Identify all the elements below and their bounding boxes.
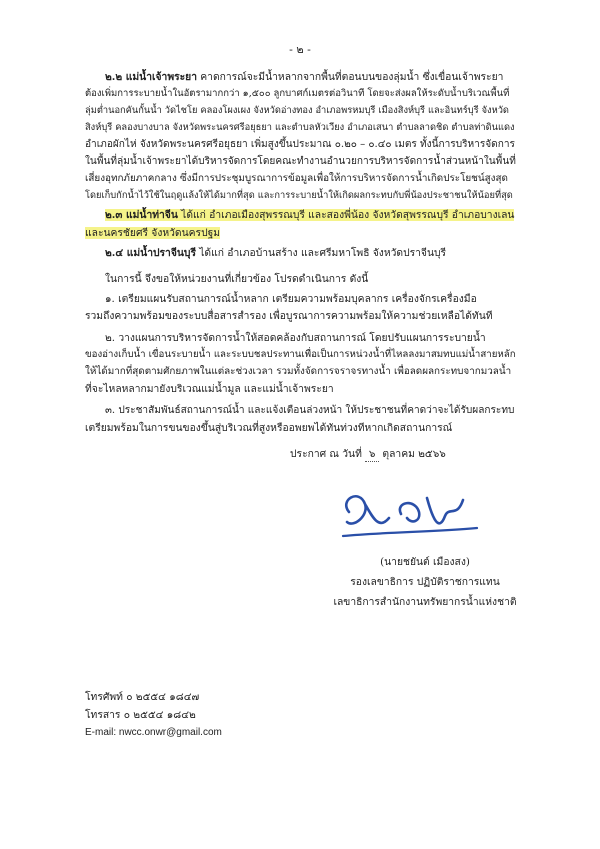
announce-month-year: ตุลาคม ๒๕๖๖ (382, 448, 446, 460)
announcement-date (290, 447, 446, 462)
section-2-2-heading: ๒.๒ แม่น้ำเจ้าพระยา (105, 71, 197, 83)
body-line: โดยเก็บกักน้ำไว้ใช้ในฤดูแล้งให้ได้มากที่สุด และการระบายน้ำให้เกิดผลกระทบกับพี่น้องประชาชนให้น้อยที่สุด (85, 190, 513, 201)
section-2-3-text: ได้แก่ อำเภอเมืองสุพรรณบุรี และสองพี่น้อง จังหวัดสุพรรณบุรี อำเภอบางเลน (177, 209, 515, 221)
body-line: ต้องเพิ่มการระบายน้ำในอัตรามากกว่า ๑,๕๐๐ ลูกบาศก์เมตรต่อวินาที โดยจะส่งผลให้ระดับน้ำบริเวณพื้นที่ (85, 88, 510, 99)
intro-line: ในการนี้ จึงขอให้หน่วยงานที่เกี่ยวข้อง โปรดดำเนินการ ดังนี้ (105, 273, 369, 285)
item-3-line: เตรียมพร้อมในการขนของขึ้นสู่บริเวณที่สูงหรืออพยพได้ทันท่วงทีหากเกิดสถานการณ์ (85, 422, 453, 434)
section-2-3-first-line (105, 208, 515, 222)
item-1-line: รวมถึงความพร้อมของระบบสื่อสารสำรอง เพื่อบูรณาการความพร้อมให้ความช่วยเหลือได้ทันที (85, 310, 493, 322)
section-2-3-second-line (85, 226, 515, 240)
item-2-line: ของอ่างเก็บน้ำ เขื่อนระบายน้ำ และระบบชลประทานเพื่อเป็นการหน่วงน้ำที่ไหลลงมาสมทบแม่น้ำสายหลัก (85, 349, 516, 360)
body-line: สิงห์บุรี คลองบางบาล จังหวัดพระนครศรีอยุธยา และตำบลหัวเวียง อำเภอเสนา ตำบลลาดชิด ตำบลท่าดินแดง (85, 122, 515, 133)
section-2-4-text: ได้แก่ อำเภอบ้านสร้าง และศรีมหาโพธิ จังหวัดปราจีนบุรี (195, 247, 447, 259)
body-line: อำเภอผักไห่ จังหวัดพระนครศรีอยุธยา เพิ่มสูงขึ้นประมาณ ๐.๒๐ – ๐.๔๐ เมตร ทั้งนี้การบริหารจัดการ (85, 139, 515, 150)
page-number: - ๒ - (289, 43, 311, 56)
section-2-3-heading: ๒.๓ แม่น้ำท่าจีน (105, 209, 178, 221)
signatory-title-2: เลขาธิการสำนักงานทรัพยากรน้ำแห่งชาติ (333, 596, 517, 608)
announce-day: ๖ (365, 447, 379, 462)
contact-phone: โทรศัพท์ ๐ ๒๕๕๔ ๑๘๔๗ (85, 691, 200, 703)
section-2-2-first-line (105, 70, 515, 84)
body-line: เสี่ยงอุทกภัยภาคกลาง ซึ่งมีการประชุมบูรณาการข้อมูลเพื่อให้การบริหารจัดการน้ำเกิดประโยชน์สูงสุด (85, 173, 508, 184)
body-line: ลุ่มต่ำนอกคันกั้นน้ำ วัดไชโย คลองโผงเผง จังหวัดอ่างทอง อำเภอพรหมบุรี เมืองสิงห์บุรี และอินทร์บุรี จังหวัด (85, 105, 509, 116)
contact-fax: โทรสาร ๐ ๒๕๕๔ ๑๘๔๒ (85, 709, 196, 721)
contact-email: E-mail: nwcc.onwr@gmail.com (85, 727, 222, 738)
signatory-name: (นายชยันต์ เมืองสง) (380, 556, 470, 568)
item-1-line: ๑. เตรียมแผนรับสถานการณ์น้ำหลาก เตรียมความพร้อมบุคลากร เครื่องจักรเครื่องมือ (105, 293, 477, 305)
item-2-line: ให้ได้มากที่สุดตามศักยภาพในแต่ละช่วงเวลา รวมทั้งจัดการจราจรทางน้ำ เพื่อลดผลกระทบจากมวลน้ำ (85, 366, 512, 377)
section-2-3-text-2: และนครชัยศรี จังหวัดนครปฐม (85, 227, 221, 239)
item-2-line: ที่จะไหลหลากมายังบริเวณแม่น้ำมูล และแม่น้ำเจ้าพระยา (85, 383, 334, 395)
section-2-4-heading: ๒.๔ แม่น้ำปราจีนบุรี (105, 247, 196, 259)
item-2-line: ๒. วางแผนการบริหารจัดการน้ำให้สอดคล้องกับสถานการณ์ โดยปรับแผนการระบายน้ำ (105, 332, 486, 344)
announce-prefix: ประกาศ ณ วันที่ (290, 448, 362, 460)
section-2-2-text: คาดการณ์จะมีน้ำหลากจากพื้นที่ตอนบนของลุ่มน้ำ ซึ่งเขื่อนเจ้าพระยา (197, 71, 504, 83)
signature-mark (335, 478, 485, 548)
item-3-line: ๓. ประชาสัมพันธ์สถานการณ์น้ำ และแจ้งเตือนล่วงหน้า ให้ประชาชนที่คาดว่าจะได้รับผลกระทบ (105, 405, 515, 416)
section-2-4-line (105, 246, 515, 260)
body-line: ในพื้นที่ลุ่มน้ำเจ้าพระยาได้บริหารจัดการโดยคณะทำงานอำนวยการบริหารจัดการน้ำส่วนหน้าในพื้นที่ (85, 156, 516, 167)
signatory-title-1: รองเลขาธิการ ปฏิบัติราชการแทน (350, 576, 500, 588)
